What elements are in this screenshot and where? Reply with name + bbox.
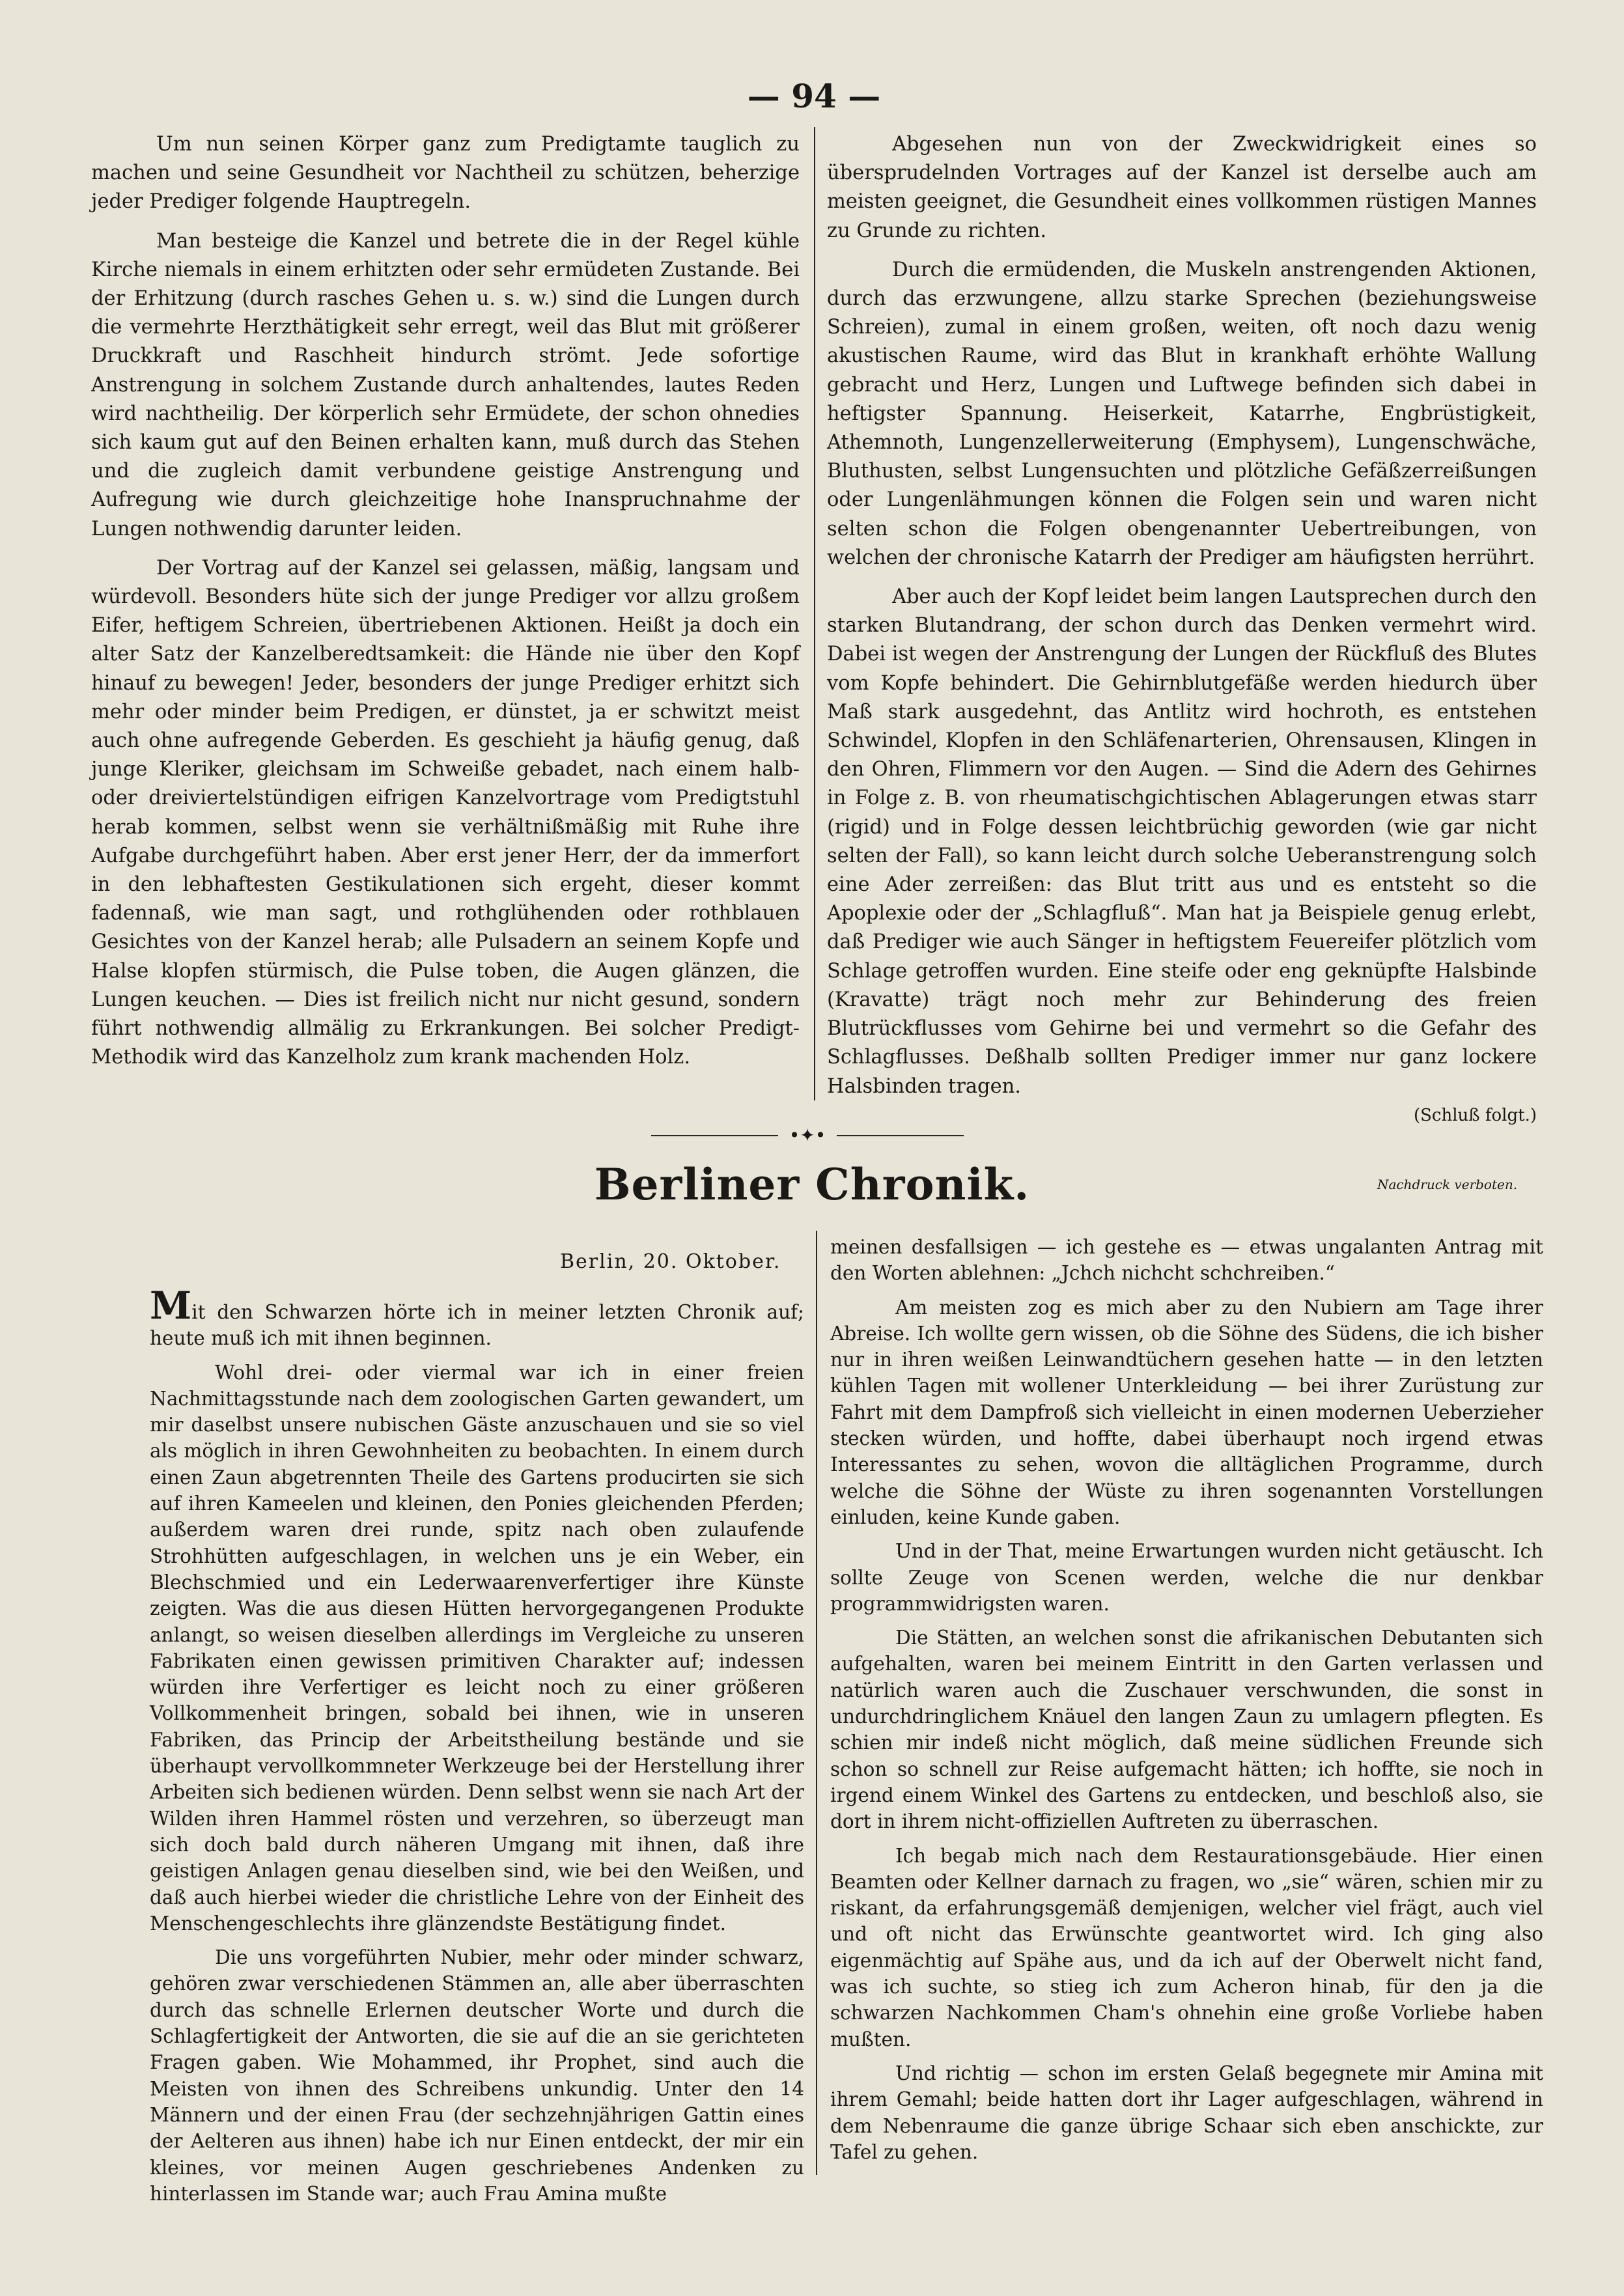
paragraph: Die Stätten, an welchen sonst die afrikanischen Debutanten sich aufgehalten, waren bei meinem Eintritt in den Garten verlassen und natürlich waren auch die Zuschauer verschwunden, die sonst in undurchdringlichem Knäuel den langen Zaun zu umlagern pflegten. Es schien mir indeß nicht möglich, daß meine südlichen Freunde sich schon so schnell zur Reise aufgemacht hätten; ich hoffte, sie noch in irgend einem Winkel des Gartens zu entdecken, und beschloß also, sie dort in ihrem nicht-offiziellen Auftreten zu überraschen. — [830, 1627, 1543, 1833]
paragraph: Und richtig — schon im ersten Gelaß begegnete mir Amina mit ihrem Gemahl; beide hatten dort ihr Lager aufgeschlagen, während in dem Nebenraume die ganze übrige Schaar sich eben anschickte, zur Tafel zu gehen. — [830, 2062, 1543, 2163]
column-rule-upper — [814, 127, 815, 1100]
divider-ornament-icon: •✦• — [789, 1125, 826, 1146]
section-headline: Berliner Chronik. — [594, 1159, 1030, 1210]
opening-text: it den Schwarzen hörte ich in meiner letzten Chronik auf; heute muß ich mit ihnen beginnen. — [150, 1301, 804, 1350]
paragraph: Um nun seinen Körper ganz zum Predigtamte tauglich zu machen und seine Gesundheit vor Nachtheil zu schützen, beherzige jeder Prediger folgende Hauptregeln. — [91, 133, 800, 214]
continuation-note: (Schluß folgt.) — [1413, 1105, 1537, 1125]
paragraph: Der Vortrag auf der Kanzel sei gelassen, mäßig, langsam und würdevoll. Besonders hüte sich der junge Prediger vor allzu großem Eifer, heftigem Schreien, übertriebenen Aktionen. Heißt ja doch ein alter Satz der Kanzelberedtsamkeit: die Hände nie über den Kopf hinauf zu bewegen! Jeder, besonders der junge Prediger erhitzt sich mehr oder minder beim Predigen, er dünstet, ja er schwitzt meist auch ohne aufregende Geberden. Es geschieht ja häufig genug, daß junge Kleriker, gleichsam im Schweiße gebadet, nach einem halb- oder dreiviertelstündigen eifrigen Kanzelvortrage vom Predigtstuhl herab kommen, selbst wenn sie verhältnißmäßig mit Ruhe ihre Aufgabe durchgeführt haben. Aber erst jener Herr, der da immerfort in den lebhaftesten Gestikulationen sich ergeht, dieser kommt fadennaß, wie man sagt, und rothglühenden oder rothblauen Gesichtes von der Kanzel herab; alle Pulsadern an seinem Kopfe und Halse klopfen stürmisch, die Pulse toben, die Augen glänzen, die Lungen keuchen. — Dies ist freilich nicht nur nicht gesund, sondern führt nothwendig allmälig zu Erkrankungen. Bei solcher Predigt-Methodik wird das Kanzelholz zum krank machenden Holz. — [91, 556, 800, 1069]
paragraph: Man besteige die Kanzel und betrete die in der Regel kühle Kirche niemals in einem erhitzten oder sehr ermüdeten Zustande. Bei der Erhitzung (durch rasches Gehen u. s. w.) sind die Lungen durch die vermehrte Herzthätigkeit sehr erregt, weil das Blut mit größerer Druckkraft und Raschheit hindurch strömt. Jede sofortige Anstrengung in solchem Zustande durch anhaltendes, lautes Reden wird nachtheilig. Der körperlich sehr Ermüdete, der schon ohnedies sich kaum gut auf den Beinen erhalten kann, muß durch das Stehen und die zugleich damit verbundene geistige Anstrengung und Aufregung wie durch gleichzeitige hohe Inanspruchnahme der Lungen nothwendig darunter leiden. — [91, 229, 800, 540]
paragraph: Durch die ermüdenden, die Muskeln anstrengenden Aktionen, durch das erzwungene, allzu starke Sprechen (beziehungsweise Schreien), zumal in einem großen, weiten, oft noch dazu wenig akustischen Raume, wird das Blut in krankhaft erhöhte Wallung gebracht und Herz, Lungen und Luftwege befinden sich dabei in heftigster Spannung. Heiserkeit, Katarrhe, Engbrüstigkeit, Athemnoth, Lungenzellerweiterung (Emphysem), Lungenschwäche, Bluthusten, selbst Lungensuchten und plötzliche Gefäßzerreißungen oder Lungenlähmungen können die Folgen sein und waren nicht selten schon die Folgen obengenannter Uebertreibungen, von welchen der chronische Katarrh der Prediger am häufigsten herrührt. — [827, 258, 1537, 569]
article-column-upper-right — [827, 130, 1537, 1125]
page-number: — 94 — — [747, 77, 881, 115]
paragraph: Und in der That, meine Erwartungen wurden nicht getäuscht. Ich sollte Zeuge von Scenen werden, welche die nur denkbar programmwidrigsten waren. — [830, 1540, 1543, 1615]
paragraph: Aber auch der Kopf leidet beim langen Lautsprechen durch den starken Blutandrang, der schon durch das Denken vermehrt wird. Dabei ist wegen der Anstrengung der Lungen der Rückfluß des Blutes vom Kopfe behindert. Die Gehirnblutgefäße werden hiedurch über Maß stark ausgedehnt, das Antlitz wird hochroth, es entstehen Schwindel, Klopfen in den Schläfenarterien, Ohrensausen, Klingen in den Ohren, Flimmern vor den Augen. — Sind die Adern des Gehirnes in Folge z. B. von rheumatischgichtischen Ablagerungen etwas starr (rigid) und in Folge dessen leichtbrüchig geworden (wie gar nicht selten der Fall), so kann leicht durch solche Ueberanstrengung solch eine Ader zerreißen: das Blut tritt aus und es entsteht so die Apoplexie oder der „Schlagfluß“. Man hat ja Beispiele genug erlebt, daß Prediger wie auch Sänger in heftigstem Feuereifer plötzlich vom Schlage getroffen wurden. Eine steife oder eng geknüpfte Halsbinde (Kravatte) trägt noch mehr zur Behinderung des freien Blutrückflusses vom Gehirne bei und vermehrt so die Gefahr des Schlagflusses. Deßhalb sollten Prediger immer nur ganz lockere Halsbinden tragen. — [827, 585, 1537, 1098]
paragraph: Die uns vorgeführten Nubier, mehr oder minder schwarz, gehören zwar verschiedenen Stämmen an, alle aber überraschten durch das schnelle Erlernen deutscher Worte und durch die Schlagfertigkeit der Antworten, die sie auf die an sie gerichteten Fragen gaben. Wie Mohammed, ihr Prophet, sind auch die Meisten von ihnen des Schreibens unkundig. Unter den 14 Männern und der einen Frau (der sechzehnjährigen Gattin eines der Aelteren aus ihnen) habe ich nur Einen entdeckt, der mir ein kleines, vor meinen Augen geschriebenes Andenken zu hinterlassen im Stande war; auch Frau Amina mußte — [150, 1946, 804, 2205]
paragraph: Ich begab mich nach dem Restaurationsgebäude. Hier einen Beamten oder Kellner darnach zu fragen, wo „sie“ wären, schien mir zu riskant, da erfahrungsgemäß demjenigen, welcher viel frägt, auch viel und oft nicht das Erwünschte geantwortet wird. Ich ging also eigenmächtig auf Spähe aus, und da ich auf der Oberwelt nicht fand, was ich suchte, so stieg ich zum Acheron hinab, für den ja die schwarzen Nachkommen Cham's ohnehin eine große Vorliebe haben mußten. — [830, 1844, 1543, 2051]
chronicle-column-right — [830, 1234, 1543, 2185]
article-column-upper-left — [91, 130, 800, 1097]
reprint-notice: Nachdruck verboten. — [1377, 1177, 1518, 1192]
paragraph: Wohl drei- oder viermal war ich in einer freien Nachmittagsstunde nach dem zoologischen Garten gewandert, um mir daselbst unsere nubischen Gäste anzuschauen und sie so viel als möglich in ihren Gewohnheiten zu beobachten. In einem durch einen Zaun abgetrennten Theile des Gartens producirten sie sich auf ihren Kameelen und kleinen, den Ponies gleichenden Pferden; außerdem waren drei runde, spitz nach oben zulaufende Strohhütten aufgeschlagen, in welchen uns je ein Weber, ein Blechschmied und ein Lederwaarenverfertiger ihre Künste zeigten. Was die aus diesen Hütten hervorgegangenen Produkte anlangt, so weisen dieselben allerdings im Vergleiche zu unseren Fabrikaten einen gewissen primitiven Charakter auf; indessen würden ihre Verfertiger es leicht noch zu einer größeren Vollkommenheit bringen, sobald bei ihnen, wie in unseren Fabriken, das Princip der Arbeitstheilung bestände und sie überhaupt vervollkommneter Werkzeuge bei der Herstellung ihrer Arbeiten sich bedienen würden. Denn selbst wenn sie nach Art der Wilden ihren Hammel rösten und verzehren, so überzeugt man sich doch bald durch näheren Umgang mit ihnen, daß ihre geistigen Anlagen genau dieselben sind, wie bei den Weißen, und daß auch hierbei wieder die christliche Lehre von der Einheit des Menschengeschlechts ihre glänzendste Bestätigung findet. — [150, 1361, 804, 1935]
dateline: Berlin, 20. Oktober. — [560, 1250, 781, 1273]
chronicle-column-left — [150, 1283, 804, 2205]
drop-cap: M — [150, 1283, 192, 1328]
section-divider — [651, 1125, 964, 1146]
paragraph: Abgesehen nun von der Zweckwidrigkeit eines so übersprudelnden Vortrages auf der Kanzel ist derselbe auch am meisten geeignet, die Gesundheit eines vollkommen rüstigen Mannes zu Grunde zu richten. — [827, 133, 1537, 242]
column-rule-lower — [816, 1231, 817, 2175]
opening-paragraph — [150, 1283, 804, 1352]
paragraph: Am meisten zog es mich aber zu den Nubiern am Tage ihrer Abreise. Ich wollte gern wissen, ob die Söhne des Südens, die ich bisher nur in ihren weißen Leinwandtüchern gesehen hatte — in den letzten kühlen Tagen mit wollener Unterkleidung — bei ihrer Zurüstung zur Fahrt mit dem Dampfroß sich vielleicht in einen modernen Ueberzieher stecken würden, und hoffte, dabei überhaupt noch irgend etwas Interessantes zu sehen, wovon die alltäglichen Programme, durch welche die Söhne der Wüste zu ihren sogenannten Vorstellungen einluden, keine Kunde gaben. — [830, 1296, 1543, 1528]
paragraph: meinen desfallsigen — ich gestehe es — etwas ungalanten Antrag mit den Worten ablehnen: „Jchch nichcht schchreiben.“ — [830, 1236, 1543, 1285]
